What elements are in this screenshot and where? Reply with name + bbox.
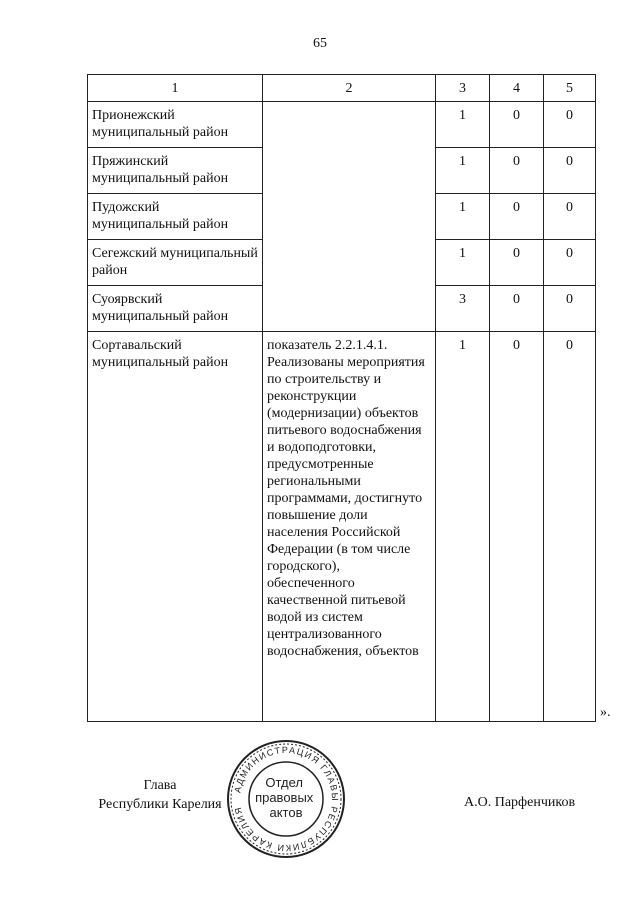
value-cell: 0: [490, 286, 544, 332]
signatory-title-line: Глава: [143, 778, 177, 793]
district-cell: Сегежский муниципальный район: [88, 240, 263, 286]
signatory-name: А.О. Парфенчиков: [464, 795, 576, 810]
signatory-title-line: Республики Карелия: [98, 797, 222, 812]
indicator-cell: показатель 2.2.1.4.1. Реализованы мероприятия по строительству и реконструкции (модернизации) объектов питьевого водоснабжения и водоподготовки, предусмотренные региональными программами, достигнуто повышение доли населения Российской Федерации (в том числе городского), обеспеченного качественной питьевой водой из систем централизованного водоснабжения, объектов: [263, 332, 436, 722]
closing-quote-mark: ».: [600, 705, 611, 720]
value-cell: 1: [436, 332, 490, 722]
stamp-center-text: Отдел правовых актов: [255, 775, 314, 820]
table-row: [88, 102, 596, 148]
header-cell: 3: [436, 75, 490, 102]
official-stamp-seal: [225, 738, 347, 860]
value-cell: 1: [436, 148, 490, 194]
value-cell: 0: [544, 240, 596, 286]
district-cell: Прионежский муниципальный район: [88, 102, 263, 148]
value-cell: 0: [490, 332, 544, 722]
header-cell: 1: [88, 75, 263, 102]
district-cell: Пряжинский муниципальный район: [88, 148, 263, 194]
data-table: [87, 74, 596, 722]
value-cell: 0: [490, 194, 544, 240]
value-cell: 1: [436, 240, 490, 286]
value-cell: 1: [436, 194, 490, 240]
table-header-row: [88, 75, 596, 102]
header-cell: 4: [490, 75, 544, 102]
stamp-ring-text: АДМИНИСТРАЦИЯ ГЛАВЫ РЕСПУБЛИКИ КАРЕЛИЯ: [232, 744, 341, 854]
merged-empty-cell: [263, 102, 436, 332]
value-cell: 0: [544, 102, 596, 148]
district-cell: Пудожский муниципальный район: [88, 194, 263, 240]
value-cell: 0: [490, 102, 544, 148]
header-cell: 5: [544, 75, 596, 102]
header-cell: 2: [263, 75, 436, 102]
value-cell: 0: [544, 332, 596, 722]
value-cell: 0: [544, 286, 596, 332]
value-cell: 0: [544, 148, 596, 194]
signatory-title: [92, 776, 228, 814]
table-row: [88, 332, 596, 722]
value-cell: 0: [544, 194, 596, 240]
value-cell: 0: [490, 240, 544, 286]
value-cell: 3: [436, 286, 490, 332]
value-cell: 0: [490, 148, 544, 194]
value-cell: 1: [436, 102, 490, 148]
page-number: 65: [313, 36, 327, 51]
district-cell: Суоярвский муниципальный район: [88, 286, 263, 332]
district-cell: Сортавальский муниципальный район: [88, 332, 263, 722]
